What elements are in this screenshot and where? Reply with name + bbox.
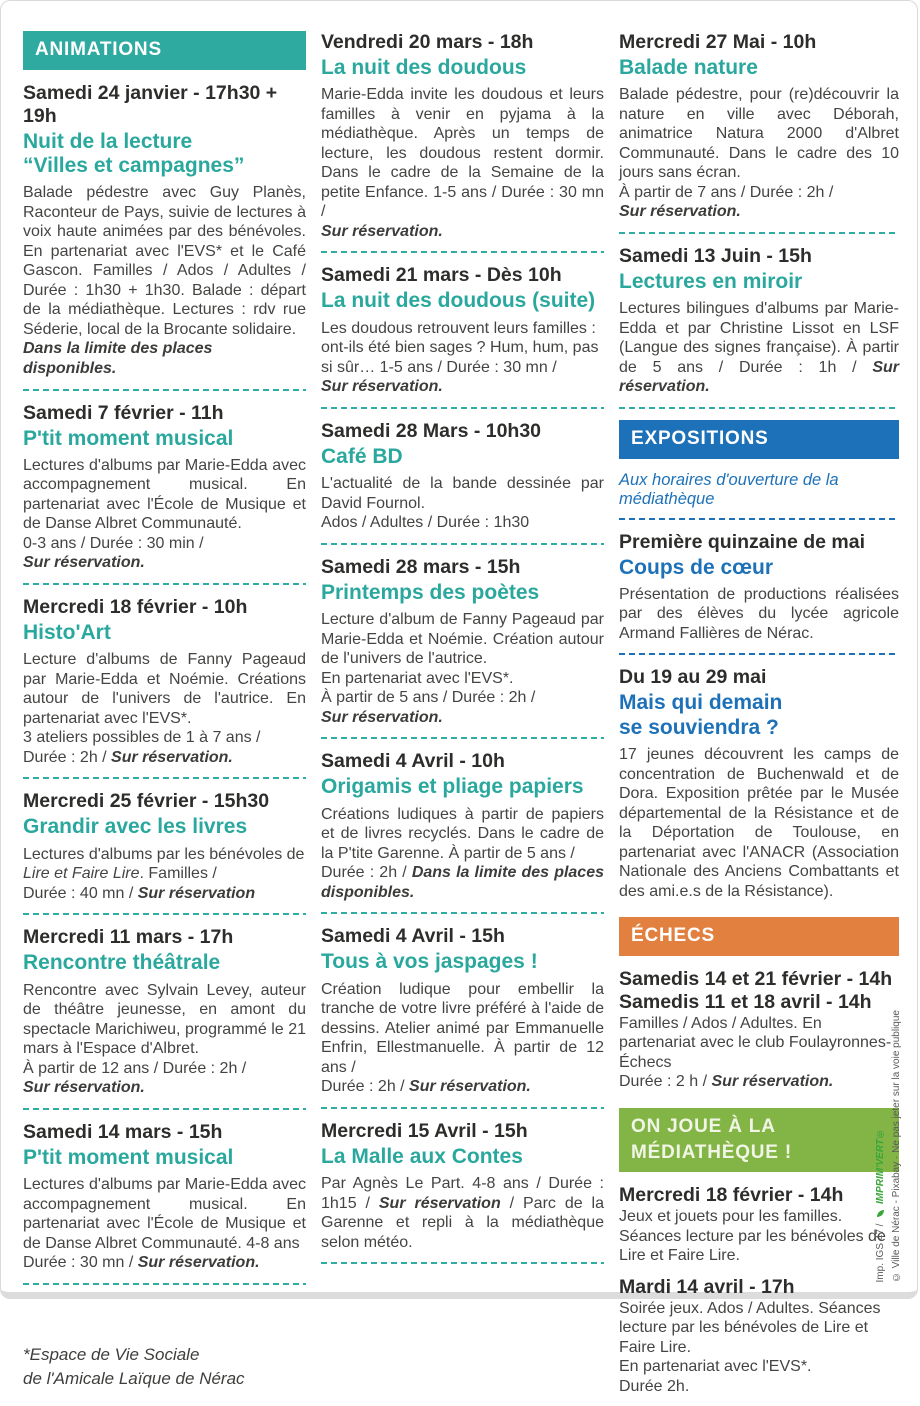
event-body-paragraph xyxy=(23,728,306,748)
event-title-line: Coups de cœur xyxy=(619,555,774,579)
text-run: Durée : 2 h / xyxy=(619,1073,712,1091)
text-run: Sur réservation. xyxy=(321,222,443,240)
imprint-credits: © Ville de Nérac - Pixabay · Ne pas jeter sur la voie publique xyxy=(890,1009,902,1282)
event xyxy=(619,531,899,644)
event-title-line: P'tit moment musical xyxy=(23,1145,234,1169)
text-run: Création ludique pour embellir la tranche de votre livre préféré à l'aide de dessins. Atelier animé par Emmanuelle Enfrin, Ellestmanuelle. À partir de 12 ans / xyxy=(321,980,604,1076)
event-date: Samedi 21 mars - Dès 10h xyxy=(321,264,562,287)
event-title-line: La nuit des doudous xyxy=(321,56,527,79)
event xyxy=(619,245,899,397)
event-date: Samedi 14 mars - 15h xyxy=(23,1120,223,1143)
text-run: Sur réservation. xyxy=(619,358,899,396)
event-title-line: Histo'Art xyxy=(23,620,111,644)
event-date: Mercredi 18 février - 14h xyxy=(619,1184,844,1207)
text-run: À partir de 5 ans / Durée : 2h / xyxy=(321,689,536,707)
event-body-paragraph xyxy=(321,669,604,689)
event-date: Samedi 4 Avril - 10h xyxy=(321,750,505,773)
dashed-separator xyxy=(321,737,604,739)
text-run: Sur réservation. xyxy=(619,203,741,221)
event xyxy=(23,1121,306,1273)
section-subtitle: Aux horaires d'ouverture de la médiathèque xyxy=(619,470,839,508)
text-run: Sur réservation xyxy=(137,884,256,902)
event-date: Samedi 4 Avril - 15h xyxy=(321,925,505,948)
text-run: Familles / Ados / Adultes. En partenariat avec le club Foulayronnes-Échecs xyxy=(619,1014,892,1071)
event-body-paragraph xyxy=(619,1072,899,1092)
event-title xyxy=(321,1145,604,1169)
text-run: L'actualité de la bande dessinée par David Fournol. xyxy=(321,475,604,512)
text-run: Lire et Faire Lire xyxy=(23,865,140,883)
event-title-line: Printemps des poètes xyxy=(321,580,540,604)
text-run: Ados / Adultes / Durée : 1h30 xyxy=(321,514,530,532)
section-header-line: ÉCHECS xyxy=(631,925,715,947)
event xyxy=(23,926,306,1097)
section-header-on-joue xyxy=(619,1108,899,1172)
event-title-line: Tous à vos jaspages ! xyxy=(321,950,538,974)
event xyxy=(321,420,604,533)
event-body-paragraph xyxy=(619,1014,899,1073)
event-body-paragraph xyxy=(321,474,604,513)
dashed-separator xyxy=(321,912,604,914)
dashed-separator xyxy=(619,232,899,234)
text-run: En partenariat avec l'EVS*. xyxy=(619,1358,812,1376)
event xyxy=(619,1184,899,1266)
event-body-paragraph xyxy=(23,183,306,339)
text-run: Les doudous retrouvent leurs familles : ont-ils été bien sages ? Hum, hum, pas si sûr… 1-5 ans / Durée : 30 mn / xyxy=(321,319,599,376)
event-date: Samedi 28 Mars - 10h30 xyxy=(321,419,542,442)
text-run: 17 jeunes découvrent les camps de concentration de Buchenwald et de Dora. Exposition prêtée par le Musée départemental de la Résistance et de la Déportation de Toulouse, en partenariat avec l'ANACR (Association Nationale des Anciens Combattants et des ami.e.s de la Résistance). xyxy=(619,746,899,900)
event-title xyxy=(321,581,604,605)
column-1 xyxy=(23,31,306,1406)
text-run: Jeux et jouets pour les familles. Séances lecture par les bénévoles de Lire et Faire Lire. xyxy=(619,1208,886,1265)
event-date: Vendredi 20 mars - 18h xyxy=(321,31,534,53)
section-header-animations xyxy=(23,31,306,70)
dashed-separator xyxy=(321,1262,604,1264)
text-run: Durée : 2h / xyxy=(23,748,112,766)
event-date: Du 19 au 29 mai xyxy=(619,666,767,689)
imprim-vert-label: IMPRIM'VERT® xyxy=(875,1127,886,1204)
section-header-expositions xyxy=(619,420,899,459)
event-title-line: Nuit de la lecture xyxy=(23,129,193,153)
event-body-paragraph xyxy=(619,299,899,397)
event xyxy=(321,31,604,241)
event-body-paragraph xyxy=(23,1175,306,1253)
footnote-line: de l'Amicale Laïque de Nérac xyxy=(23,1369,245,1389)
event xyxy=(619,31,899,222)
event-date: Samedi 13 Juin - 15h xyxy=(619,244,812,267)
event-title xyxy=(321,445,604,469)
event xyxy=(23,402,306,573)
text-run: Sur réservation. xyxy=(111,748,233,766)
event-body-paragraph xyxy=(321,688,604,708)
dashed-separator xyxy=(619,407,899,409)
text-run: Sur réservation. xyxy=(23,554,145,572)
event-title xyxy=(23,427,306,451)
text-run: Durée 2h. xyxy=(619,1377,690,1395)
event-title-line: Rencontre théâtrale xyxy=(23,951,221,975)
event-title xyxy=(619,556,899,580)
event-title xyxy=(321,56,604,80)
event-date: Samedi 24 janvier - 17h30 + 19h xyxy=(23,81,278,127)
dashed-separator xyxy=(321,543,604,545)
text-run: / Parc de la Garenne et repli à la médiathèque selon météo. xyxy=(321,1194,604,1251)
event-body-paragraph xyxy=(619,183,899,203)
text-run: Durée : 2h / xyxy=(321,864,412,882)
event-title xyxy=(619,56,899,80)
event-body-paragraph xyxy=(321,980,604,1078)
imprint-vertical xyxy=(875,1010,903,1282)
text-run: Sur réservation. xyxy=(23,1079,145,1097)
event-date: Samedis 14 et 21 février - 14h xyxy=(619,967,893,990)
event-body-paragraph xyxy=(321,319,604,378)
column-2 xyxy=(321,31,604,1406)
text-run: Durée : 40 mn / xyxy=(23,884,138,902)
event-title-line: se souviendra ? xyxy=(619,715,779,739)
text-run: À partir de 7 ans / Durée : 2h / xyxy=(619,183,834,201)
event xyxy=(619,1276,899,1397)
section-header-echecs xyxy=(619,917,899,956)
event-body-paragraph xyxy=(321,222,604,242)
event-title-line: La nuit des doudous (suite) xyxy=(321,289,596,313)
text-run: Soirée jeux. Ados / Adultes. Séances lecture par les bénévoles de Lire et Faire Lire. xyxy=(619,1299,881,1356)
event-date: Samedis 11 et 18 avril - 14h xyxy=(619,990,872,1013)
event-body-paragraph xyxy=(321,377,604,397)
event-title-line: Grandir avec les livres xyxy=(23,815,248,839)
event-body-paragraph xyxy=(619,1357,899,1377)
event xyxy=(321,556,604,727)
dashed-separator xyxy=(321,251,604,253)
text-run: Lectures d'albums par Marie-Edda avec accompagnement musical. En partenariat avec l'École de Musique et de Danse Albret Communauté. 4-8 ans xyxy=(23,1176,306,1252)
event-body-paragraph xyxy=(23,845,306,884)
event-body-paragraph xyxy=(321,513,604,533)
event-title xyxy=(321,289,604,313)
event xyxy=(619,666,899,901)
text-run: Sur réservation. xyxy=(321,378,443,396)
text-run: Lectures d'albums par les bénévoles de xyxy=(23,845,305,863)
event-title xyxy=(321,775,604,799)
event-title xyxy=(23,130,306,179)
event-body-paragraph xyxy=(23,884,306,904)
section-header-line: MÉDIATHÈQUE ! xyxy=(631,1141,792,1163)
event-body-paragraph xyxy=(23,534,306,554)
dashed-separator xyxy=(321,407,604,409)
text-run: Créations ludiques à partir de papiers et de livres recyclés. Dans le cadre de la P'tite Garenne. À partir de 5 ans / xyxy=(321,805,604,862)
footnote-line: *Espace de Vie Sociale xyxy=(23,1344,200,1364)
event-date: Mardi 14 avril - 17h xyxy=(619,1275,795,1298)
text-run: Marie-Edda invite les doudous et leurs familles à venir en pyjama à la médiathèque. Après un temps de lecture, les doudous restent dormir. Dans le cadre de la Semaine de la petite Enfance. 1-5 ans / Durée : 30 mn / xyxy=(321,86,604,221)
section-header-line: ON JOUE À LA xyxy=(631,1116,776,1137)
event-body-paragraph xyxy=(23,553,306,573)
event-title xyxy=(619,691,899,740)
event-body-paragraph xyxy=(321,863,604,902)
event-title-line: P'tit moment musical xyxy=(23,426,234,450)
imprint-printer-line xyxy=(875,1128,888,1282)
event-date: Mercredi 25 février - 15h30 xyxy=(23,790,270,813)
event xyxy=(23,82,306,379)
text-run: Présentation de productions réalisées par des élèves du lycée agricole Armand Fallières de Nérac. xyxy=(619,585,899,642)
dashed-separator xyxy=(23,1283,306,1285)
columns-container xyxy=(1,1,917,1406)
leaf-icon xyxy=(875,1208,888,1218)
event-body-paragraph xyxy=(321,85,604,222)
event-body-paragraph xyxy=(619,585,899,644)
event-title-line: “Villes et campagnes” xyxy=(23,154,245,177)
event xyxy=(23,790,306,903)
event-title-line: La Malle aux Contes xyxy=(321,1144,523,1168)
text-run: Sur réservation. xyxy=(711,1073,834,1091)
text-run: . Familles / xyxy=(139,865,217,883)
text-run: 3 ateliers possibles de 1 à 7 ans / xyxy=(23,729,261,747)
event-date: Samedi 28 mars - 15h xyxy=(321,555,521,578)
event xyxy=(321,264,604,396)
event-body-paragraph xyxy=(619,1207,899,1266)
footnote xyxy=(23,1343,306,1392)
dashed-separator xyxy=(23,777,306,779)
text-run: Balade pédestre, pour (re)découvrir la nature en ville avec Déborah, animatrice Natura 2000 d'Albret Communauté. Dans le cadre des 10 jours sans écran. xyxy=(619,86,899,182)
section-header-line: ANIMATIONS xyxy=(35,39,162,60)
dashed-separator xyxy=(23,1108,306,1110)
event-title-line: Balade nature xyxy=(619,56,758,79)
event-date: Mercredi 27 Mai - 10h xyxy=(619,31,817,53)
section-header-line: EXPOSITIONS xyxy=(631,427,769,449)
event-title-line: Café BD xyxy=(321,444,403,468)
text-run: Lecture d'albums de Fanny Pageaud par Marie-Edda et Noémie. Créations autour de l'univers de l'autrice. En partenariat avec l'EVS*. xyxy=(23,651,306,727)
text-run: En partenariat avec l'EVS*. xyxy=(321,669,514,687)
event-body-paragraph xyxy=(619,85,899,183)
event xyxy=(619,968,899,1092)
dashed-separator xyxy=(321,1107,604,1109)
event-body-paragraph xyxy=(321,1077,604,1097)
text-run: Dans la limite des places disponibles. xyxy=(23,340,213,377)
event-body-paragraph xyxy=(23,1059,306,1079)
event xyxy=(23,596,306,767)
text-run: Sur réservation. xyxy=(137,1254,260,1272)
event xyxy=(321,1120,604,1252)
text-run: Sur réservation. xyxy=(409,1078,531,1096)
event-title-line: Mais qui demain xyxy=(619,691,783,715)
text-run: Lectures bilingues d'albums par Marie-Edda et par Christine Lissot en LSF (Langue des signes française). À partir de 5 ans / Durée : 1h / xyxy=(619,300,899,376)
text-run: Lectures d'albums par Marie-Edda avec accompagnement musical. En partenariat avec l'École de Musique et de Danse Albret Communauté. xyxy=(23,456,306,533)
text-run: À partir de 12 ans / Durée : 2h / xyxy=(23,1059,247,1077)
event-body-paragraph xyxy=(321,805,604,864)
text-run: Sur réservation xyxy=(378,1194,501,1212)
column-3 xyxy=(619,31,899,1406)
event-body-paragraph xyxy=(23,748,306,768)
text-run: Balade pédestre avec Guy Planès, Raconteur de Pays, suivie de lectures à voix haute animées par des bénévoles. En partenariat avec l'EVS* et le Café Gascon. Familles / Ados / Adultes / Durée : 1h30 + 1h30. Balade : départ de la médiathèque. Lectures : rdv rue Séderie, local de la Brocante solidaire. xyxy=(23,184,306,338)
event-title xyxy=(23,1146,306,1170)
text-run: Lecture d'album de Fanny Pageaud par Marie-Edda et Noémie. Création autour de l'univers de l'autrice. xyxy=(321,611,604,668)
text-run: Durée : 2h / xyxy=(321,1078,410,1096)
text-run: Par Agnès Le Part. 4-8 ans / Durée : 1h15 / xyxy=(321,1175,604,1212)
event-body-paragraph xyxy=(23,339,306,378)
event xyxy=(321,925,604,1096)
event-body-paragraph xyxy=(321,1174,604,1252)
event-title xyxy=(619,270,899,294)
event xyxy=(321,750,604,902)
dashed-separator xyxy=(23,389,306,391)
text-run: Sur réservation. xyxy=(321,708,443,726)
event-title-line: Lectures en miroir xyxy=(619,269,803,293)
event-body-paragraph xyxy=(23,1253,306,1273)
event-body-paragraph xyxy=(23,981,306,1059)
event-body-paragraph xyxy=(619,202,899,222)
event-body-paragraph xyxy=(321,708,604,728)
event-date: Première quinzaine de mai xyxy=(619,530,866,553)
event-title-line: Origamis et pliage papiers xyxy=(321,775,584,799)
event-body-paragraph xyxy=(619,745,899,901)
event-body-paragraph xyxy=(321,610,604,669)
event-date: Samedi 7 février - 11h xyxy=(23,401,224,424)
text-run: Durée : 30 mn / xyxy=(23,1254,138,1272)
dashed-separator xyxy=(23,913,306,915)
dashed-separator xyxy=(619,518,899,520)
text-run: Dans la limite des places disponibles. xyxy=(321,864,604,901)
event-body-paragraph xyxy=(23,1078,306,1098)
event-body-paragraph xyxy=(23,456,306,534)
event-title xyxy=(23,815,306,839)
event-title xyxy=(23,951,306,975)
text-run: 0-3 ans / Durée : 30 min / xyxy=(23,534,204,552)
event-body-paragraph xyxy=(619,1299,899,1358)
event-title xyxy=(23,621,306,645)
imprint-printer-text: Imp. IGS 47 / xyxy=(875,1223,886,1282)
event-date: Mercredi 11 mars - 17h xyxy=(23,926,234,949)
event-date: Mercredi 15 Avril - 15h xyxy=(321,1119,528,1142)
dashed-separator xyxy=(619,653,899,655)
dashed-separator xyxy=(23,583,306,585)
event-date: Mercredi 18 février - 10h xyxy=(23,595,248,618)
event-title xyxy=(321,950,604,974)
event-body-paragraph xyxy=(23,650,306,728)
text-run: Rencontre avec Sylvain Levey, auteur de théâtre jeunesse, en amont du spectacle Marichiweu, programmé le 21 mars à l'Espace d'Albret. xyxy=(23,981,306,1058)
event-body-paragraph xyxy=(619,1377,899,1397)
